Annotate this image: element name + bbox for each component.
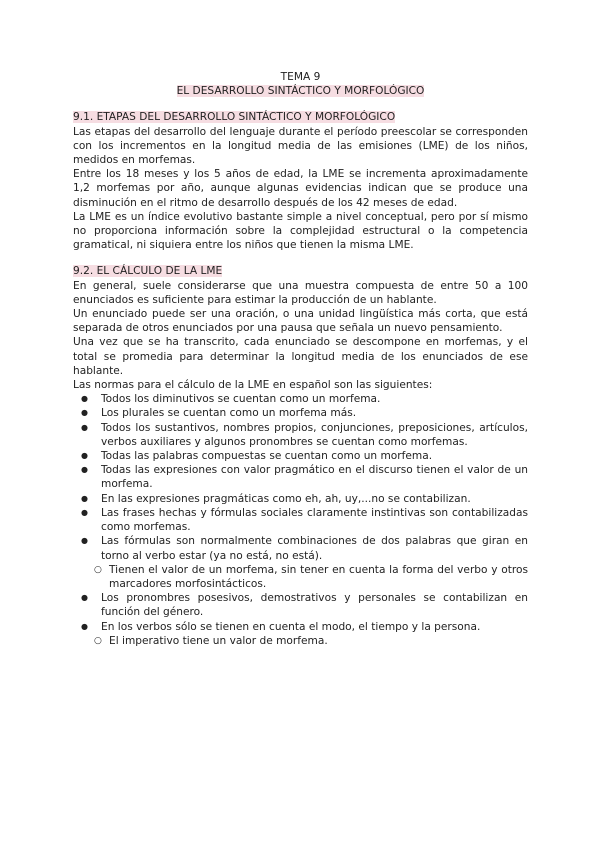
lme-rules-list-continued xyxy=(73,591,528,634)
list-item: ● Las frases hechas y fórmulas sociales claramente instintivas son contabilizadas como morfemas. xyxy=(101,506,528,534)
section-2-paragraph: Una vez que se ha transcrito, cada enunciado se descompone en morfemas, y el total se promedia para determinar la longitud media de los enunciados de ese hablante. xyxy=(73,336,528,377)
title-block xyxy=(73,70,528,98)
lme-rules-list xyxy=(73,392,528,562)
sub-list-item: ○ Tienen el valor de un morfema, sin tener en cuenta la forma del verbo y otros marcadores morfosintácticos. xyxy=(109,563,528,591)
section-1-heading: 9.1. ETAPAS DEL DESARROLLO SINTÁCTICO Y MORFOLÓGICO xyxy=(73,111,396,124)
verbs-sublist xyxy=(73,634,528,648)
list-item: ● Los pronombres posesivos, demostrativos y personales se contabilizan en función del género. xyxy=(101,591,528,619)
document-page xyxy=(73,70,528,648)
section-1-paragraph: La LME es un índice evolutivo bastante simple a nivel conceptual, pero por sí mismo no proporciona información sobre la complejidad estructural o la competencia gramatical, ni siquiera entre los niños que tienen la misma LME. xyxy=(73,210,528,252)
section-2-paragraph: Las normas para el cálculo de la LME en español son las siguientes: xyxy=(73,379,433,392)
topic-number: TEMA 9 xyxy=(280,71,321,83)
section-1-paragraph: Las etapas del desarrollo del lenguaje durante el período preescolar se corresponden con los incrementos en la longitud media de las emisiones (LME) de los niños, medidos en morfemas. xyxy=(73,125,528,167)
list-item: ● En los verbos sólo se tienen en cuenta el modo, el tiempo y la persona. xyxy=(101,620,528,634)
section-2-heading: 9.2. EL CÁLCULO DE LA LME xyxy=(73,265,223,278)
list-item: ● Todos los diminutivos se cuentan como un morfema. xyxy=(101,392,528,406)
list-item: ● Todas las expresiones con valor pragmático en el discurso tienen el valor de un morfema. xyxy=(101,463,528,491)
list-item: ● Las fórmulas son normalmente combinaciones de dos palabras que giran en torno al verbo estar (ya no está, no está). xyxy=(101,534,528,562)
list-item: ● Todas las palabras compuestas se cuentan como un morfema. xyxy=(101,449,528,463)
page-title: EL DESARROLLO SINTÁCTICO Y MORFOLÓGICO xyxy=(176,85,425,98)
section-2-paragraph: En general, suele considerarse que una muestra compuesta de entre 50 a 100 enunciados es suficiente para estimar la producción de un hablante. xyxy=(73,279,528,306)
list-item: ● Todos los sustantivos, nombres propios, conjunciones, preposiciones, artículos, verbos auxiliares y algunos pronombres se cuentan como morfemas. xyxy=(101,421,528,449)
list-item: ● Los plurales se cuentan como un morfema más. xyxy=(101,406,528,420)
sub-list-item: ○ El imperativo tiene un valor de morfema. xyxy=(109,634,528,648)
section-2-paragraph: Un enunciado puede ser una oración, o una unidad lingüística más corta, que está separada de otros enunciados por una pausa que señala un nuevo pensamiento. xyxy=(73,308,528,335)
section-1-paragraph: Entre los 18 meses y los 5 años de edad, la LME se incrementa aproximadamente 1,2 morfemas por año, aunque algunas evidencias indican que se produce una disminución en el ritmo de desarrollo después de los 42 meses de edad. xyxy=(73,168,528,209)
list-item: ● En las expresiones pragmáticas como eh, ah, uy,...no se contabilizan. xyxy=(101,492,528,506)
formulas-sublist xyxy=(73,563,528,591)
